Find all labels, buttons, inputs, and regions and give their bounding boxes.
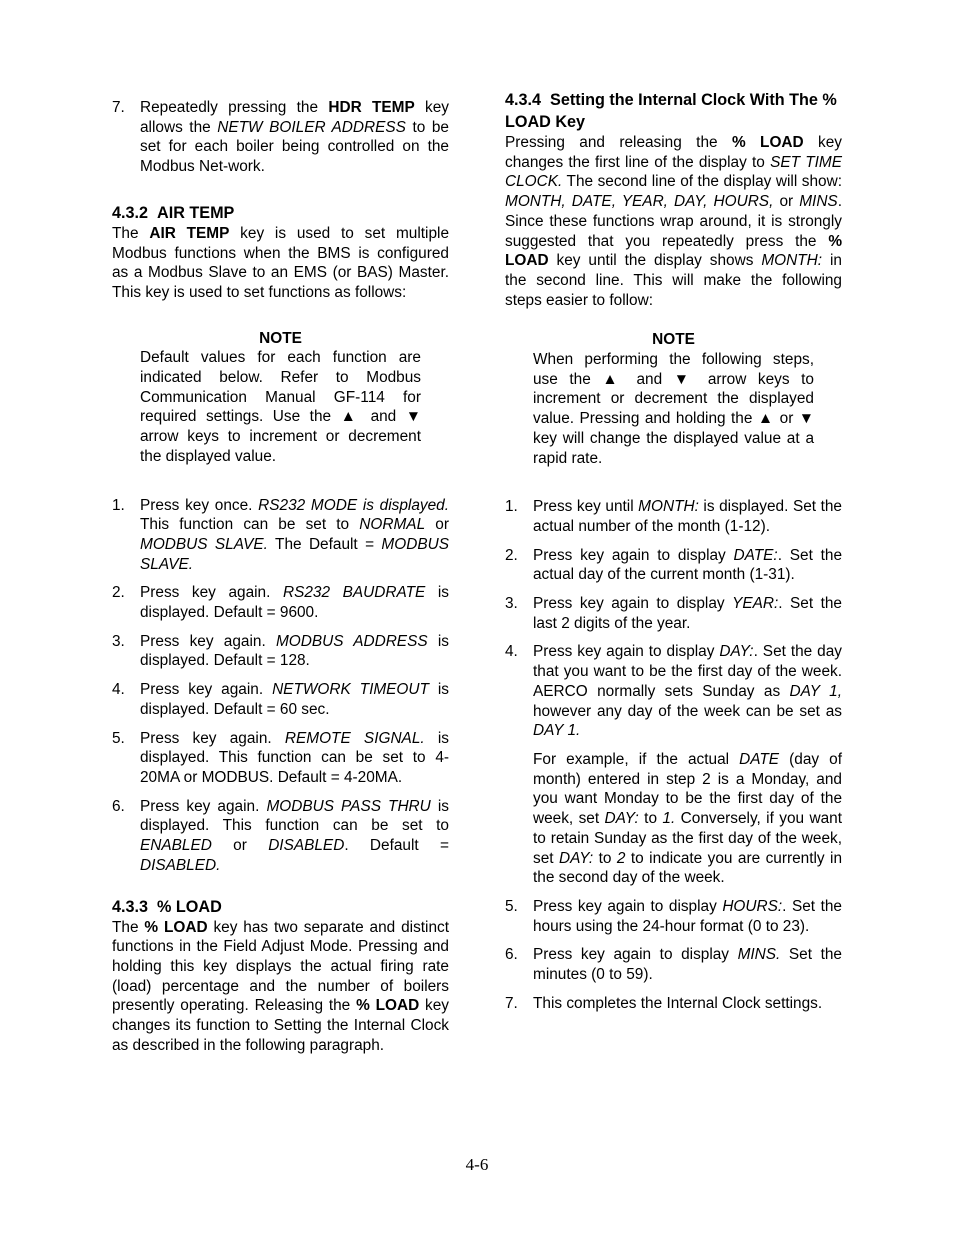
note-title: NOTE bbox=[652, 331, 695, 349]
list-number: 6. bbox=[112, 797, 125, 815]
list-item bbox=[112, 496, 449, 575]
list-item-hdr-temp bbox=[112, 98, 449, 177]
list-item bbox=[112, 797, 449, 876]
list-text: Press key once. RS232 MODE is displayed. This function can be set to NORMAL or MODBUS SLAVE. The Default = MODBUS SLAVE. bbox=[140, 496, 449, 573]
list-text: This completes the Internal Clock settings. bbox=[533, 994, 823, 1012]
list-item bbox=[112, 632, 449, 671]
list-item bbox=[505, 497, 842, 536]
list-number: 5. bbox=[112, 729, 125, 747]
list-number: 4. bbox=[112, 681, 125, 699]
note-text: When performing the following steps, use the ▲ and ▼ arrow keys to increment or decrement the displayed value. Pressing and holding the ▲ or ▼ key will change the displayed value at a rapid rate. bbox=[533, 351, 814, 467]
left-column bbox=[112, 98, 449, 1055]
list-item bbox=[505, 994, 842, 1014]
list-item bbox=[505, 945, 842, 984]
list-number: 2. bbox=[112, 584, 125, 602]
list-number: 1. bbox=[112, 496, 125, 514]
section-heading-load: 4.3.3 % LOAD bbox=[112, 897, 222, 916]
list-number: 7. bbox=[112, 99, 125, 116]
paragraph-load: The % LOAD key has two separate and distinct functions in the Field Adjust Mode. Pressing and holding this key displays the actual firing rate (load) percentage and the number of boilers presently operating. Releasing the % LOAD key changes its function to Setting the Internal Clock as described in the following paragraph. bbox=[112, 918, 449, 1054]
note-title: NOTE bbox=[259, 329, 302, 347]
list-text: Press key again to display DAY:. Set the day that you want to be the first day of the week. AERCO normally sets Sunday as DAY 1, however any day of the week can be set as DAY 1. bbox=[533, 643, 842, 740]
page-number: 4-6 bbox=[465, 1155, 489, 1174]
list-text: Press key again. MODBUS PASS THRU is displayed. This function can be set to ENABLED or DISABLED. Default = DISABLED. bbox=[140, 797, 449, 874]
list-number: 1. bbox=[505, 498, 518, 516]
section-heading-clock: 4.3.4 Setting the Internal Clock With The % LOAD Key bbox=[505, 91, 837, 131]
list-item bbox=[505, 642, 842, 887]
note-text: Default values for each function are indicated below. Refer to Modbus Communication Manual GF-114 for required settings. Use the ▲ and ▼ arrow keys to increment or decrement the displayed value. bbox=[140, 349, 421, 465]
right-column bbox=[505, 89, 842, 1013]
paragraph-air-temp: The AIR TEMP key is used to set multiple Modbus functions when the BMS is configured as a Modbus Slave to an EMS (or BAS) Master. This key is used to set functions as follows: bbox=[112, 224, 450, 301]
list-text: Press key again. NETWORK TIMEOUT is displayed. Default = 60 sec. bbox=[140, 681, 449, 718]
list-number: 4. bbox=[505, 643, 518, 661]
list-text: Press key again to display YEAR:. Set the last 2 digits of the year. bbox=[533, 595, 842, 632]
note-box bbox=[112, 329, 449, 467]
note-box bbox=[505, 330, 842, 468]
list-text: Press key again. REMOTE SIGNAL. is displayed. This function can be set to 4-20MA or MODBUS. Default = 4-20MA. bbox=[140, 729, 449, 786]
list-number: 7. bbox=[505, 994, 518, 1012]
list-text: Press key again. MODBUS ADDRESS is displayed. Default = 128. bbox=[140, 632, 449, 670]
list-number: 2. bbox=[505, 546, 518, 564]
list-number: 6. bbox=[505, 946, 518, 964]
list-number: 3. bbox=[505, 595, 518, 613]
list-text: Repeatedly pressing the HDR TEMP key allows the NETW BOILER ADDRESS to be set for each boiler being controlled on the Modbus Net-work. bbox=[140, 99, 450, 176]
list-item bbox=[112, 583, 449, 622]
example-paragraph: For example, if the actual DATE (day of month) entered in step 2 is a Monday, and you want Monday to be the first day of the week, set DAY: to 1. Conversely, if you want to retain Sunday as the first day of the week, set DAY: to 2 to indicate you are currently in the second day of the week. bbox=[533, 750, 843, 887]
list-text: Press key until MONTH: is displayed. Set the actual number of the month (1-12). bbox=[533, 498, 842, 535]
list-number: 3. bbox=[112, 632, 125, 650]
list-item bbox=[505, 897, 842, 936]
section-heading-air-temp: 4.3.2 AIR TEMP bbox=[112, 203, 235, 222]
list-text: Press key again to display MINS. Set the minutes (0 to 59). bbox=[533, 946, 842, 984]
list-item bbox=[112, 729, 449, 788]
list-number: 5. bbox=[505, 897, 518, 915]
list-item bbox=[505, 546, 842, 585]
list-item bbox=[505, 594, 842, 633]
list-item bbox=[112, 680, 449, 719]
list-text: Press key again to display DATE:. Set the actual day of the current month (1-31). bbox=[533, 546, 843, 584]
list-text: Press key again to display HOURS:. Set the hours using the 24-hour format (0 to 23). bbox=[533, 897, 842, 935]
paragraph-clock: Pressing and releasing the % LOAD key changes the first line of the display to SET TIME CLOCK. The second line of the display will show: MONTH, DATE, YEAR, DAY, HOURS, or MINS. Since these functions wrap around, it is strongly suggested that you repeatedly press the % LOAD key until the display shows MONTH: in the second line. This will make the following steps easier to follow: bbox=[505, 134, 842, 309]
list-text: Press key again. RS232 BAUDRATE is displayed. Default = 9600. bbox=[140, 584, 449, 622]
